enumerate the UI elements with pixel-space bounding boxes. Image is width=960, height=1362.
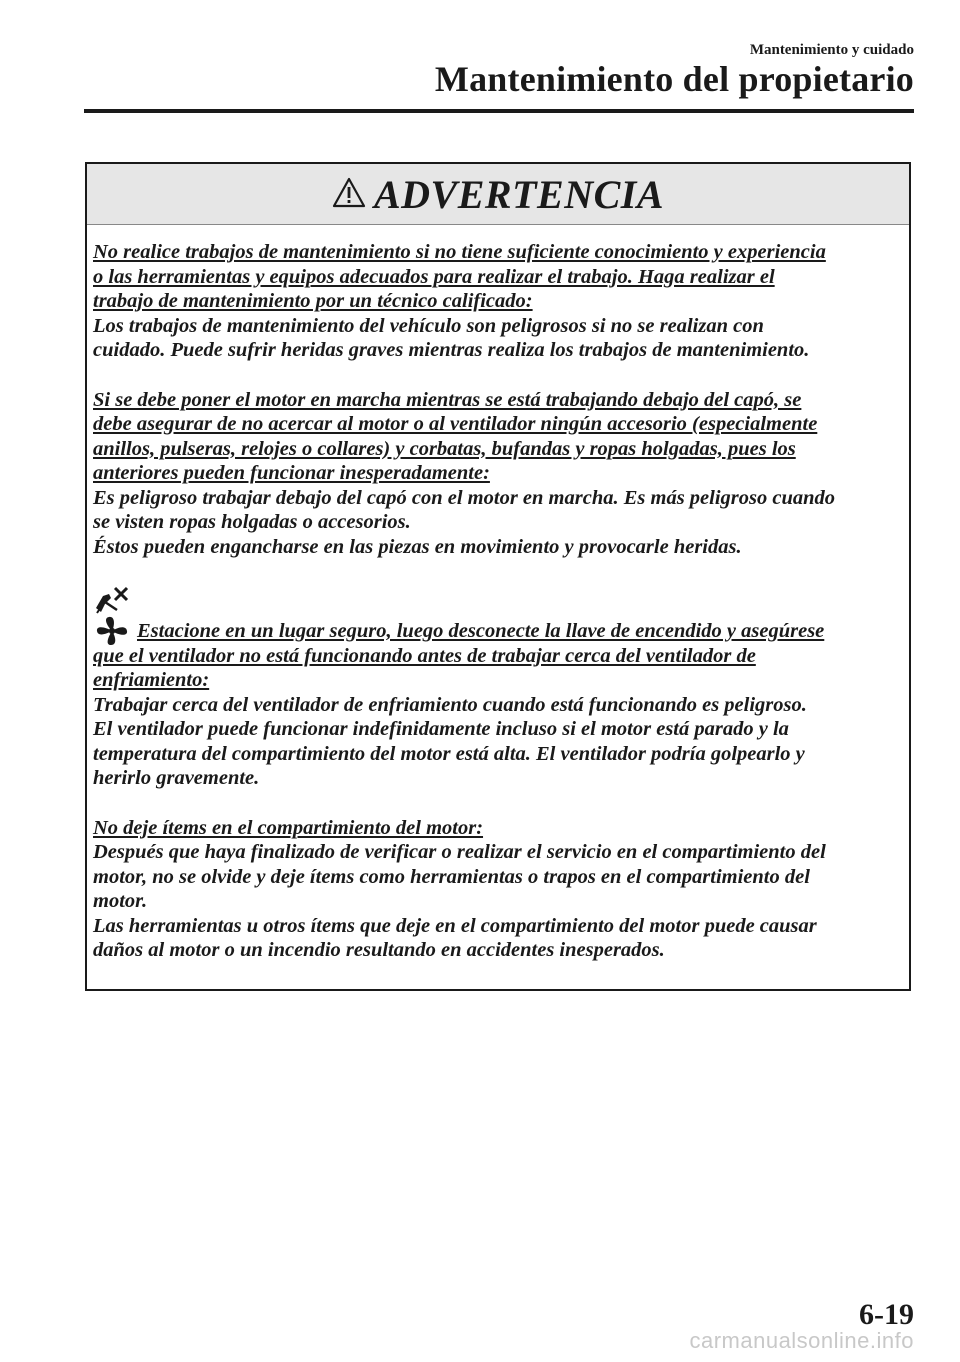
warning-title: ADVERTENCIA	[373, 171, 665, 217]
text-line: Después que haya finalizado de verificar o realizar el servicio en el compartimiento del	[93, 841, 826, 863]
warning-heading	[93, 619, 901, 693]
page-title: Mantenimiento del propietario	[434, 59, 914, 99]
warning-body	[87, 225, 909, 963]
header-rule	[84, 109, 914, 113]
heading-line: debe asegurar de no acercar al motor o al ventilador ningún accesorio (especialmente	[93, 413, 818, 435]
warning-block	[93, 388, 901, 560]
heading-line: Estacione en un lugar seguro, luego desconecte la llave de encendido y asegúrese	[137, 620, 825, 642]
fan-icons	[93, 584, 133, 644]
heading-line: anteriores pueden funcionar inesperadamente:	[93, 462, 490, 484]
ignition-off-icon	[93, 584, 131, 614]
warning-heading	[93, 816, 901, 841]
warning-text	[93, 314, 901, 363]
warning-triangle-icon	[332, 177, 366, 209]
warning-text	[93, 486, 901, 560]
section-label: Mantenimiento y cuidado	[749, 42, 914, 58]
heading-line: trabajo de mantenimiento por un técnico calificado:	[93, 290, 533, 312]
text-line: herirlo gravemente.	[93, 767, 260, 789]
warning-block	[93, 816, 901, 963]
text-line: El ventilador puede funcionar indefinidamente incluso si el motor está parado y la	[93, 718, 789, 740]
heading-line: enfriamiento:	[93, 669, 210, 691]
warning-heading	[93, 388, 901, 486]
warning-box	[85, 162, 911, 991]
text-line: se visten ropas holgadas o accesorios.	[93, 511, 411, 533]
text-line: motor, no se olvide y deje ítems como herramientas o trapos en el compartimiento del	[93, 865, 810, 888]
text-line: motor.	[93, 890, 148, 912]
warning-block	[93, 240, 901, 363]
text-line: cuidado. Puede sufrir heridas graves mientras realiza los trabajos de mantenimiento.	[93, 339, 810, 361]
text-line: Los trabajos de mantenimiento del vehículo son peligrosos si no se realizan con	[93, 314, 764, 337]
text-line: Éstos pueden engancharse en las piezas en movimiento y provocarle heridas.	[93, 535, 742, 558]
text-line: Trabajar cerca del ventilador de enfriamiento cuando está funcionando es peligroso.	[93, 693, 807, 716]
text-line: Las herramientas u otros ítems que deje en el compartimiento del motor puede causar	[93, 914, 817, 937]
page-number: 6-19	[859, 1298, 914, 1331]
watermark: carmanualsonline.info	[689, 1328, 914, 1353]
warning-block	[93, 584, 901, 791]
heading-line: o las herramientas y equipos adecuados para realizar el trabajo. Haga realizar el	[93, 265, 775, 288]
warning-heading	[93, 240, 901, 314]
heading-line: anillos, pulseras, relojes o collares) y corbatas, bufandas y ropas holgadas, pues los	[93, 437, 796, 460]
text-line: temperatura del compartimiento del motor está alta. El ventilador podría golpearlo y	[93, 742, 805, 765]
text-line: Es peligroso trabajar debajo del capó con el motor en marcha. Es más peligroso cuando	[93, 486, 836, 509]
warning-text	[93, 693, 901, 791]
heading-line: No deje ítems en el compartimiento del motor:	[93, 816, 484, 839]
heading-line: Si se debe poner el motor en marcha mientras se está trabajando debajo del capó, se	[93, 388, 802, 411]
fan-icon	[95, 616, 129, 646]
text-line: daños al motor o un incendio resultando en accidentes inesperados.	[93, 939, 665, 961]
heading-line: que el ventilador no está funcionando antes de trabajar cerca del ventilador de	[93, 644, 756, 667]
warning-header	[87, 164, 909, 225]
warning-text	[93, 840, 901, 963]
heading-line: No realice trabajos de mantenimiento si no tiene suficiente conocimiento y experiencia	[93, 241, 826, 263]
